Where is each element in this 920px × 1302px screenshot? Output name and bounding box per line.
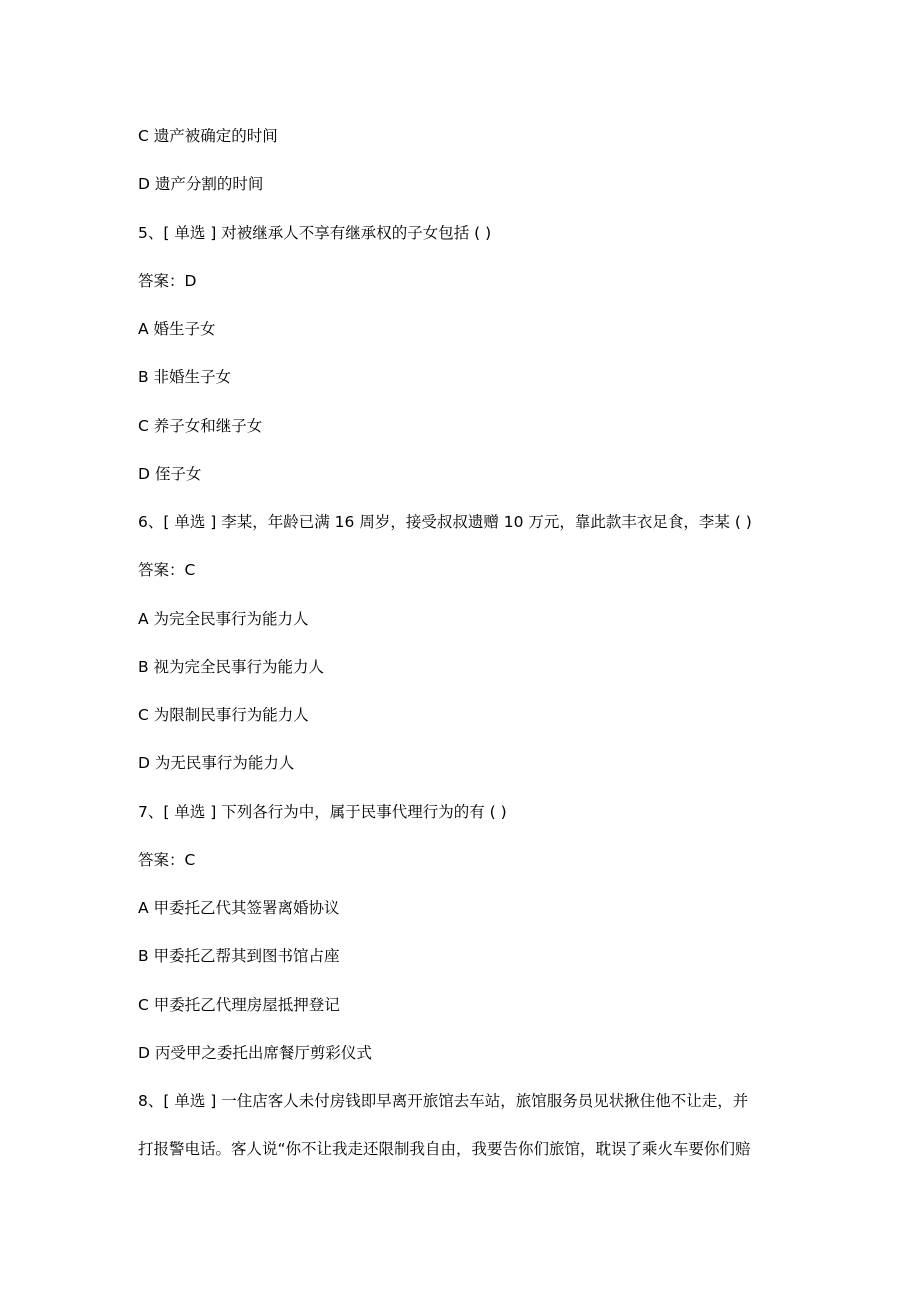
option-d-q4: D 遗产分割的时间	[138, 175, 264, 193]
answer-q5: 答案：D	[138, 272, 197, 290]
option-b-q6: B 视为完全民事行为能力人	[138, 658, 325, 676]
option-c-q7: C 甲委托乙代理房屋抵押登记	[138, 996, 340, 1014]
option-d-q5: D 侄子女	[138, 465, 202, 483]
answer-q7: 答案：C	[138, 851, 196, 869]
option-a-q5: A 婚生子女	[138, 320, 216, 338]
option-c-q6: C 为限制民事行为能力人	[138, 706, 309, 724]
option-d-q7: D 丙受甲之委托出席餐厅剪彩仪式	[138, 1044, 372, 1062]
option-a-q7: A 甲委托乙代其签署离婚协议	[138, 899, 340, 917]
question-6: 6、[ 单选 ] 李某，年龄已满 16 周岁，接受叔叔遗赠 10 万元，靠此款丰衣足食，李某 ( )	[138, 513, 752, 531]
question-7: 7、[ 单选 ] 下列各行为中，属于民事代理行为的有 ( )	[138, 803, 507, 821]
question-8-line-2: 打报警电话。客人说“你不让我走还限制我自由，我要告你们旅馆，耽误了乘火车要你们赔	[138, 1140, 751, 1158]
option-c-q4: C 遗产被确定的时间	[138, 127, 278, 145]
option-c-q5: C 养子女和继子女	[138, 417, 263, 435]
answer-q6: 答案：C	[138, 561, 196, 579]
question-8-line-1: 8、[ 单选 ] 一住店客人未付房钱即早离开旅馆去车站，旅馆服务员见状揪住他不让走，并	[138, 1092, 749, 1110]
option-a-q6: A 为完全民事行为能力人	[138, 610, 309, 628]
option-b-q5: B 非婚生子女	[138, 368, 232, 386]
option-d-q6: D 为无民事行为能力人	[138, 754, 295, 772]
question-5: 5、[ 单选 ] 对被继承人不享有继承权的子女包括 ( )	[138, 224, 492, 242]
option-b-q7: B 甲委托乙帮其到图书馆占座	[138, 947, 340, 965]
